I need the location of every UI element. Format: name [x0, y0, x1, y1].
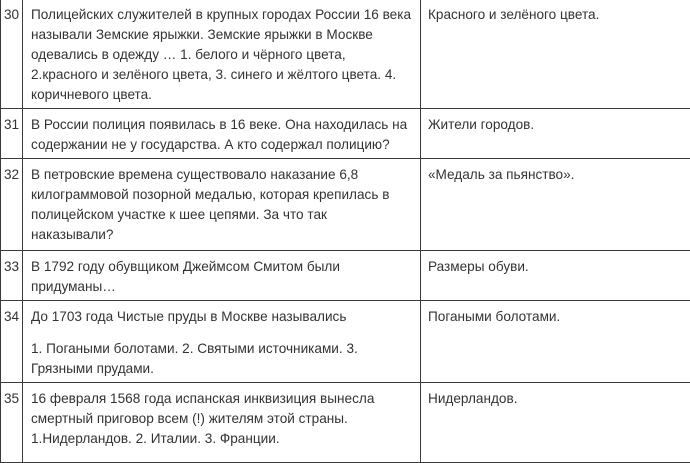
question-text: 16 февраля 1568 года испанская инквизиция вынесла смертный приговор всем (!) жителям этой страны. 1.Нидерландов. 2. Италии. 3. Франции.: [31, 389, 412, 449]
question-cell: [23, 159, 421, 251]
answer-text: «Медаль за пьянство».: [428, 165, 682, 185]
answer-text: Красного и зелёного цвета.: [428, 5, 682, 25]
row-number: 31: [1, 109, 23, 159]
question-text: В 1792 году обувщиком Джеймсом Смитом были придуманы…: [31, 257, 412, 297]
row-number: 34: [1, 301, 23, 383]
question-cell: [23, 383, 421, 463]
question-text: Полицейских служителей в крупных городах России 16 века называли Земские ярыжки. Земские ярыжки в Москве одевались в одежду … 1. белого и чёрного цвета, 2.красного и зелёного цвета, 3. синего и жёлтого цвета. 4. коричневого цвета.: [31, 5, 412, 105]
table-row: [1, 383, 690, 463]
question-text: В России полиция появилась в 16 веке. Она находилась на содержании не у государства. А кто содержал полицию?: [31, 115, 412, 155]
table-row: [1, 159, 690, 251]
answer-cell: [421, 251, 690, 301]
row-number: 35: [1, 383, 23, 463]
table-row: [1, 251, 690, 301]
answer-text: Погаными болотами.: [428, 307, 682, 327]
table-row: [1, 109, 690, 159]
answer-cell: [421, 301, 690, 383]
question-cell: [23, 109, 421, 159]
question-options: 1. Погаными болотами. 2. Святыми источниками. 3. Грязными прудами.: [31, 339, 412, 379]
row-number: 30: [1, 0, 23, 109]
answer-cell: [421, 0, 690, 109]
table-row: [1, 0, 690, 109]
question-cell: [23, 301, 421, 383]
question-cell: [23, 251, 421, 301]
answer-text: Жители городов.: [428, 115, 682, 135]
question-cell: [23, 0, 421, 109]
question-text: В петровские времена существовало наказание 6,8 килограммовой позорной медалью, которая крепилась в полицейском участке к шее цепями. За что так наказывали?: [31, 165, 412, 245]
answer-text: Нидерландов.: [428, 389, 682, 409]
row-number: 32: [1, 159, 23, 251]
question-text: До 1703 года Чистые пруды в Москве назывались: [31, 307, 412, 327]
table-row: [1, 301, 690, 383]
answer-cell: [421, 383, 690, 463]
answer-text: Размеры обуви.: [428, 257, 682, 277]
row-number: 33: [1, 251, 23, 301]
answer-cell: [421, 159, 690, 251]
answer-cell: [421, 109, 690, 159]
